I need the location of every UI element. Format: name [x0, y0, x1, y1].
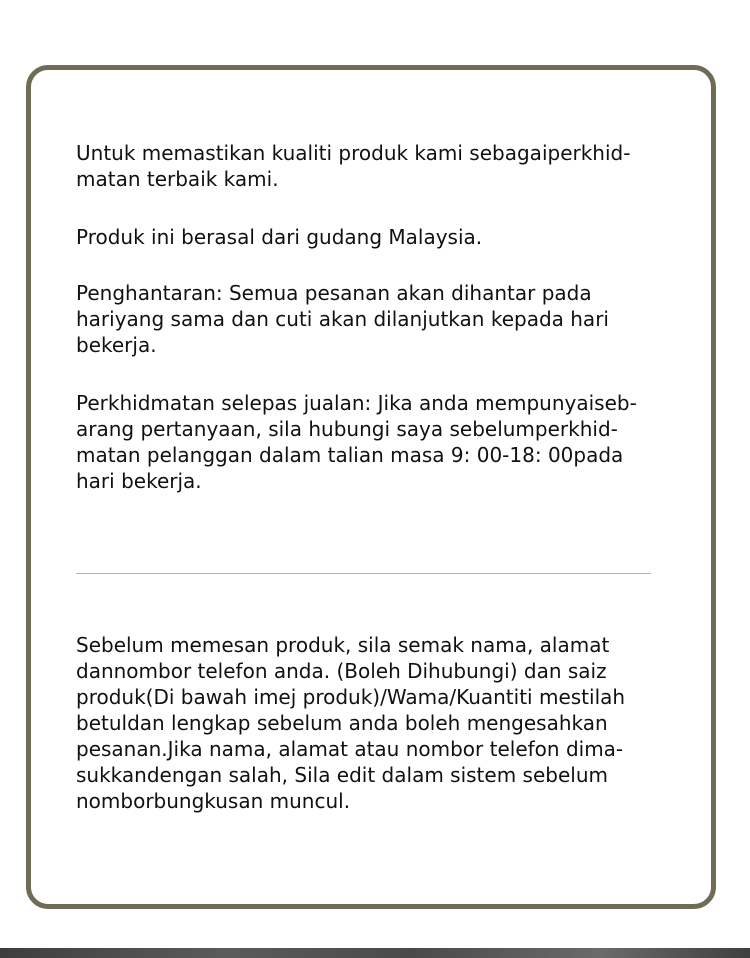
- origin-paragraph: Produk ini berasal dari gudang Malaysia.: [76, 225, 483, 249]
- section-divider: [76, 573, 651, 574]
- quality-paragraph: Untuk memastikan kualiti produk kami sebagaiperkhid- matan terbaik kami.: [76, 141, 631, 191]
- notice-card: [26, 65, 716, 909]
- shipping-paragraph: Penghantaran: Semua pesanan akan dihantar pada hariyang sama dan cuti akan dilanjutkan kepada hari bekerja.: [76, 281, 609, 357]
- bottom-image-strip: [0, 948, 750, 958]
- order-check-paragraph: Sebelum memesan produk, sila semak nama, alamat dannombor telefon anda. (Boleh Dihubungi) dan saiz produk(Di bawah imej produk)/Wama/Kuantiti mestilah betuldan lengkap sebelum anda boleh mengesahkan pesanan.Jika nama, alamat atau nombor telefon dima- sukkandengan salah, Sila edit dalam sistem sebelum nomborbungkusan muncul.: [76, 633, 626, 813]
- after-sales-paragraph: Perkhidmatan selepas jualan: Jika anda mempunyaiseb- arang pertanyaan, sila hubungi saya sebelumperkhid- matan pelanggan dalam talian masa 9: 00-18: 00pada hari bekerja.: [76, 391, 637, 493]
